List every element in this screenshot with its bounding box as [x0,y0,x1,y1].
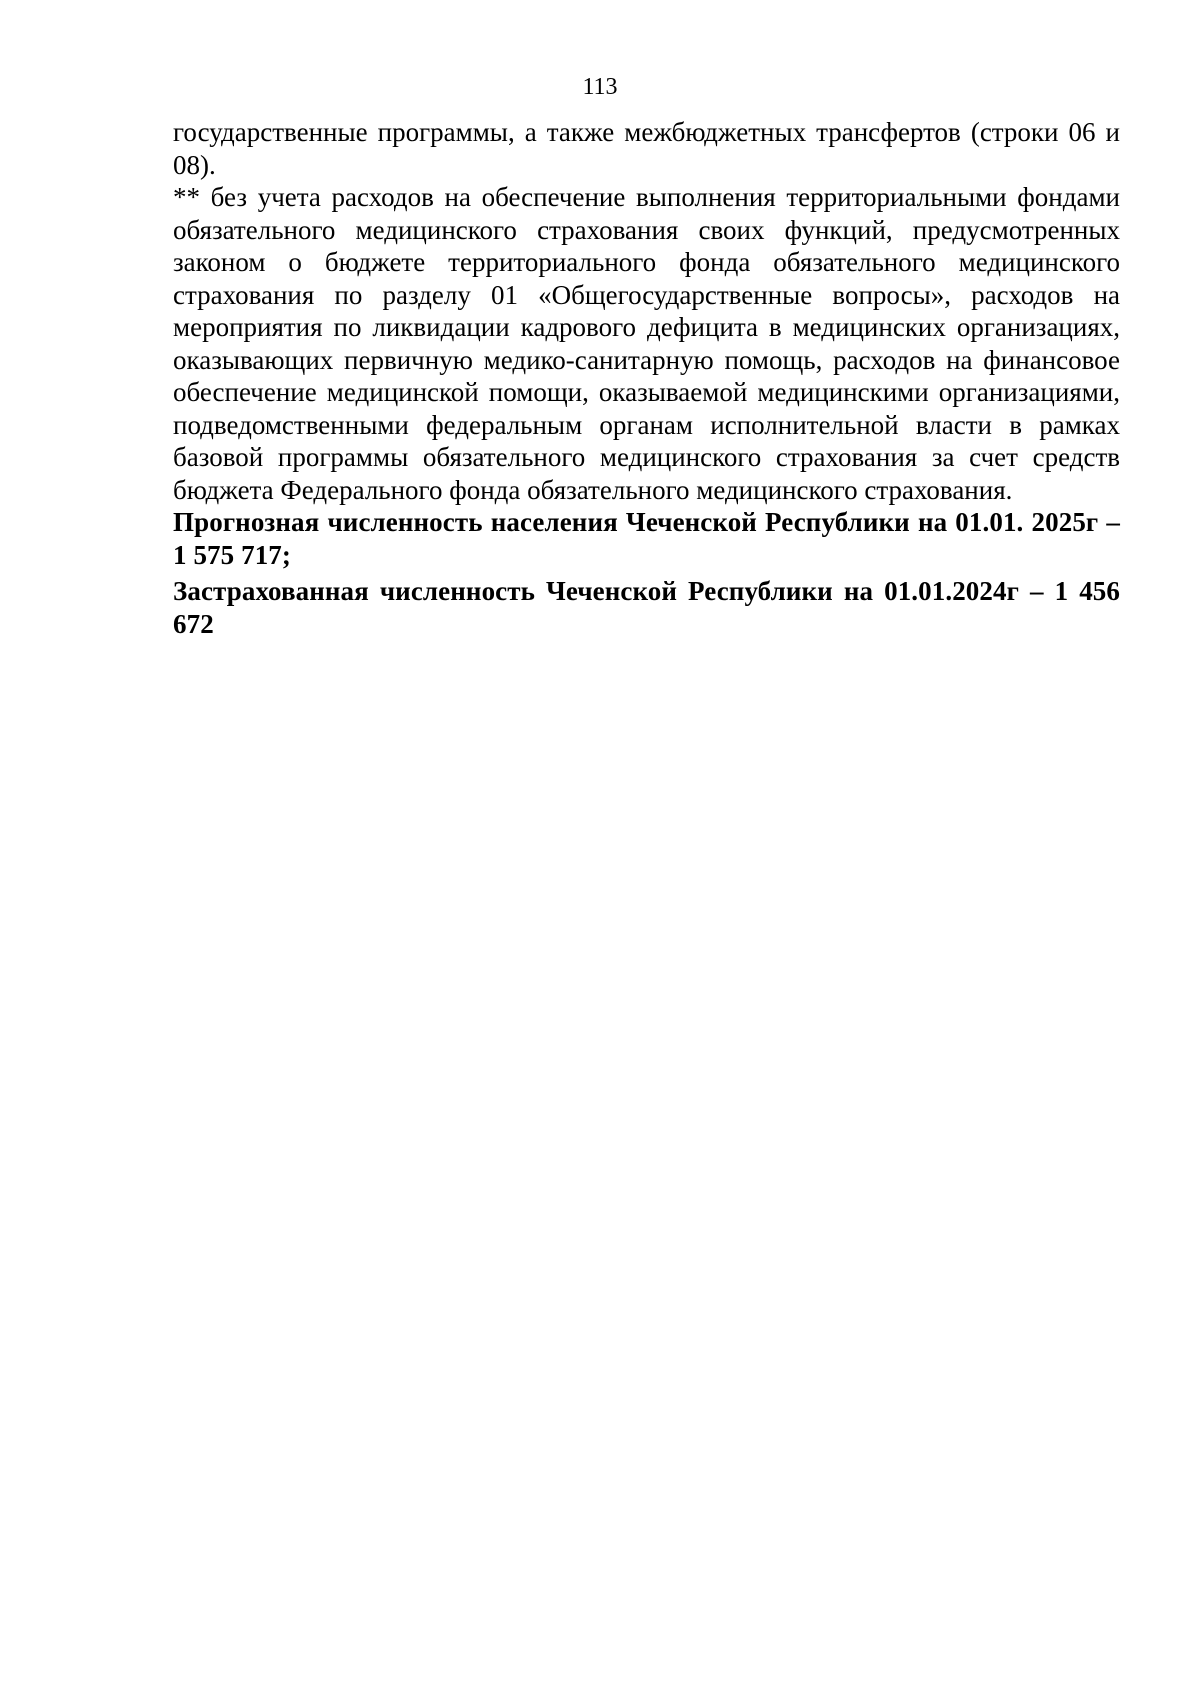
page-number: 113 [582,74,618,100]
document-body [173,116,1120,640]
footnote-paragraph: ** без учета расходов на обеспечение выполнения территориальными фондами обязательного медицинского страхования своих функций, предусмотренных законом о бюджете территориального фонда обязательного медицинского страхования по разделу 01 «Общегосударственные вопросы», расходов на мероприятия по ликвидации кадрового дефицита в медицинских организациях, оказывающих первичную медико-санитарную помощь, расходов на финансовое обеспечение медицинской помощи, оказываемой медицинскими организациями, подведомственными федеральным органам исполнительной власти в рамках базовой программы обязательного медицинского страхования за счет средств бюджета Федерального фонда обязательного медицинского страхования. [173,182,1120,505]
paragraph-continuation: государственные программы, а также межбюджетных трансфертов (строки 06 и 08). [173,117,1120,180]
forecast-population-statement: Прогнозная численность населения Чеченской Республики на 01.01. 2025г – 1 575 717; [173,507,1120,570]
insured-population-statement: Застрахованная численность Чеченской Республики на 01.01.2024г – 1 456 672 [173,576,1120,639]
